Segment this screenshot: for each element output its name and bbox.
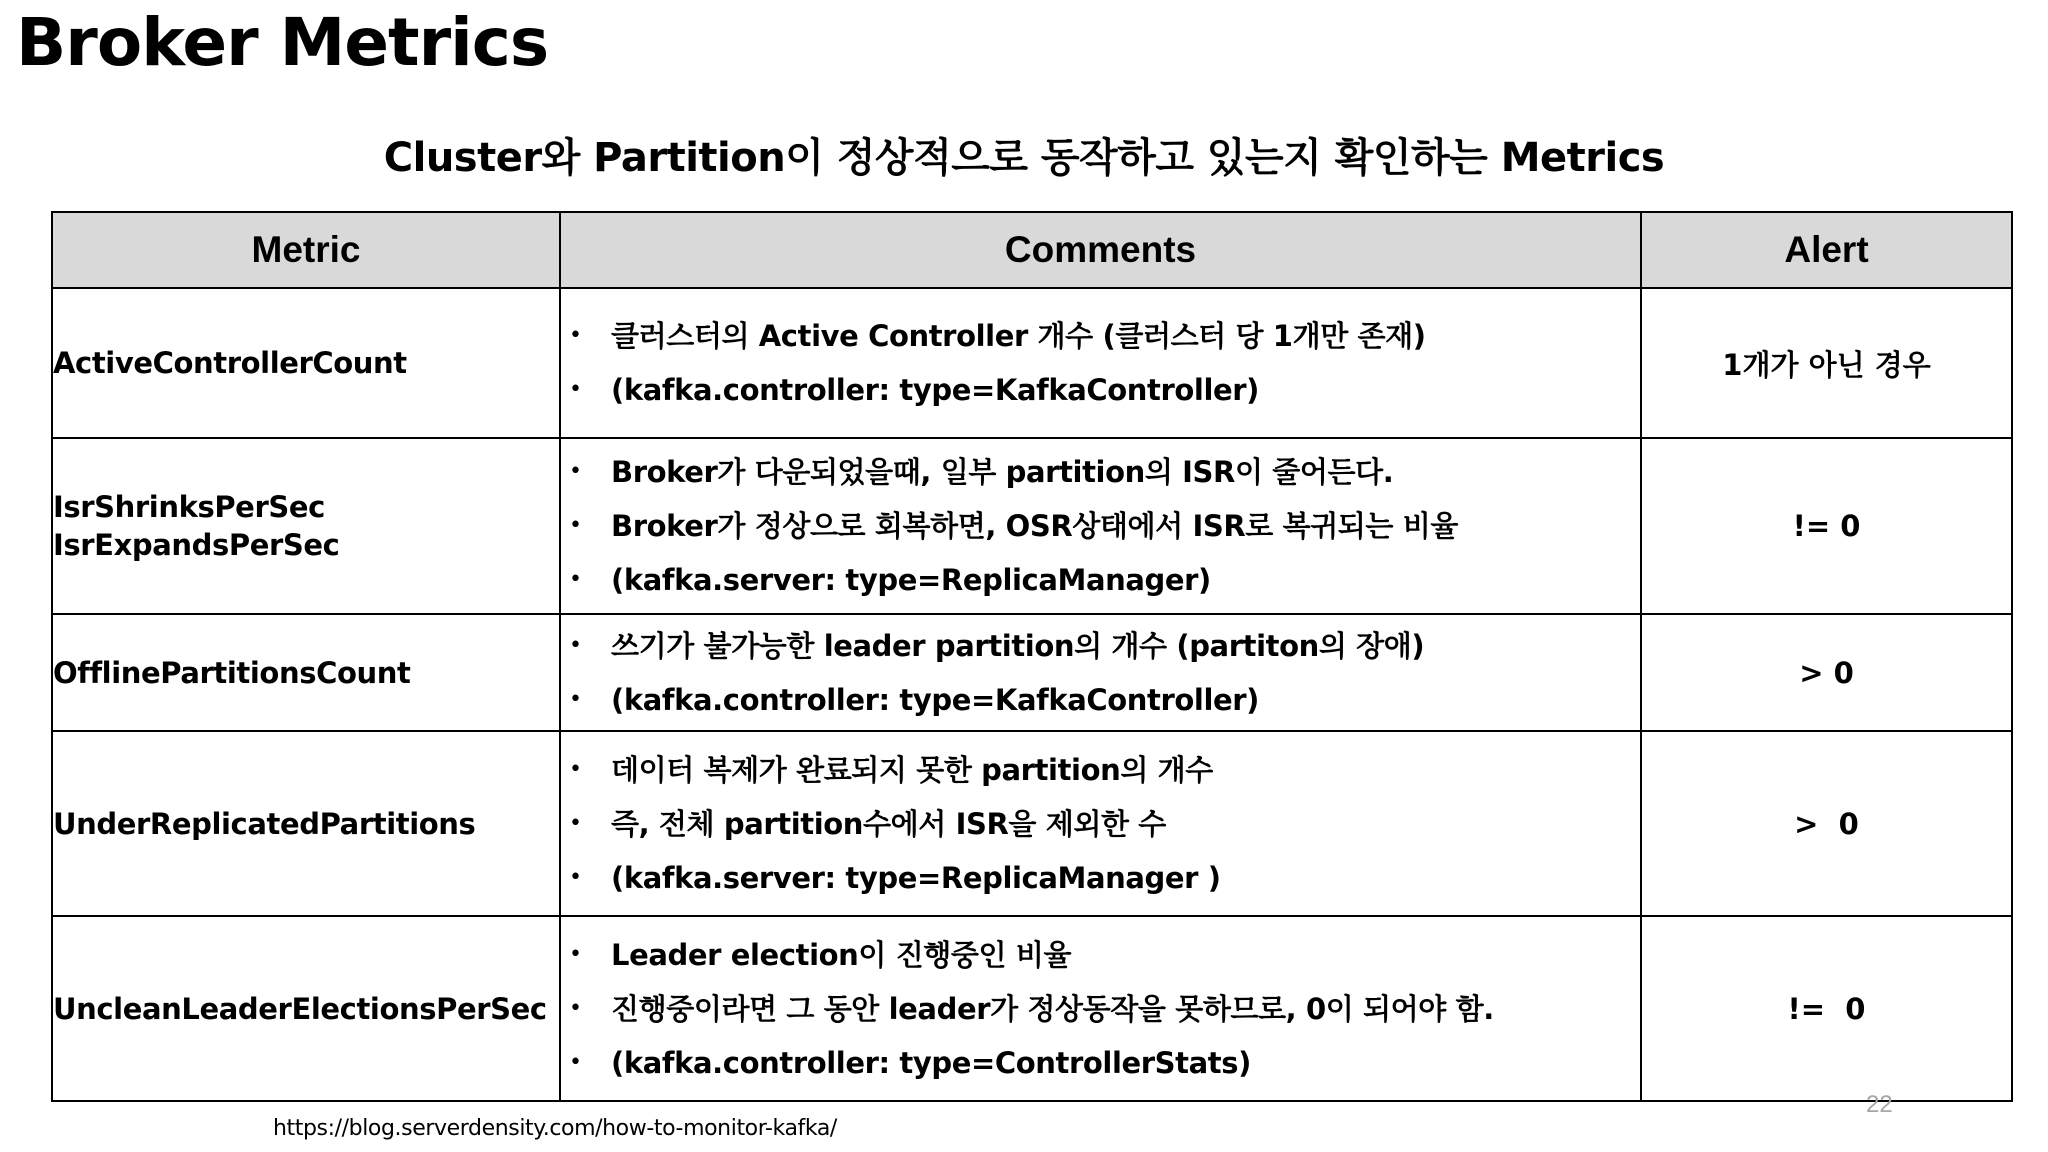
comment-item xyxy=(561,982,1640,1036)
page-number: 22 xyxy=(1866,1091,1893,1118)
comment-item xyxy=(561,445,1640,499)
alert-condition: != 0 xyxy=(1641,438,2012,614)
bullet-icon: • xyxy=(569,459,582,484)
metric-name: ActiveControllerCount xyxy=(52,288,560,438)
metric-name: IsrShrinksPerSec IsrExpandsPerSec xyxy=(52,438,560,614)
table-row xyxy=(52,614,2012,731)
comment-item xyxy=(561,673,1640,727)
comment-list xyxy=(561,619,1640,727)
table-row xyxy=(52,916,2012,1101)
bullet-icon: • xyxy=(569,995,582,1021)
comment-list xyxy=(561,928,1640,1090)
table-row xyxy=(52,731,2012,916)
metric-name: UnderReplicatedPartitions xyxy=(52,731,560,916)
comment-text: Broker가 다운되었을때, 일부 partition의 ISR이 줄어든다. xyxy=(611,455,1394,489)
comment-text: (kafka.controller: type=KafkaController) xyxy=(611,373,1260,407)
slide-subtitle: Cluster와 Partition이 정상적으로 동작하고 있는지 확인하는 Metrics xyxy=(383,135,1665,181)
metrics-table xyxy=(51,211,2013,1102)
header-metric: Metric xyxy=(52,212,560,288)
bullet-icon: • xyxy=(569,941,582,967)
bullet-icon: • xyxy=(569,686,582,712)
metric-name: UncleanLeaderElectionsPerSec xyxy=(52,916,560,1101)
comment-text: (kafka.server: type=ReplicaManager) xyxy=(611,563,1211,597)
comment-text: Broker가 정상으로 회복하면, OSR상태에서 ISR로 복귀되는 비율 xyxy=(611,509,1458,543)
bullet-icon: • xyxy=(569,632,582,658)
comment-item xyxy=(561,553,1640,607)
slide-title: Broker Metrics xyxy=(16,4,549,81)
header-comments: Comments xyxy=(560,212,1641,288)
comment-text: (kafka.controller: type=KafkaController) xyxy=(611,682,1260,717)
bullet-icon: • xyxy=(569,1049,582,1075)
comments-cell xyxy=(560,731,1641,916)
comment-text: 데이터 복제가 완료되지 못한 partition의 개수 xyxy=(611,752,1213,787)
metric-name: OfflinePartitionsCount xyxy=(52,614,560,731)
comment-item xyxy=(561,619,1640,673)
comment-item xyxy=(561,499,1640,553)
bullet-icon: • xyxy=(569,756,582,782)
comment-text: 즉, 전체 partition수에서 ISR을 제외한 수 xyxy=(611,806,1166,841)
bullet-icon: • xyxy=(569,513,582,538)
alert-condition: > 0 xyxy=(1641,614,2012,731)
source-link[interactable]: https://blog.serverdensity.com/how-to-monitor-kafka/ xyxy=(273,1116,837,1141)
comment-text: (kafka.server: type=ReplicaManager ) xyxy=(611,860,1221,895)
comment-item xyxy=(561,309,1640,363)
alert-condition: 1개가 아닌 경우 xyxy=(1641,288,2012,438)
bullet-icon: • xyxy=(569,810,582,836)
bullet-icon: • xyxy=(569,864,582,890)
table-row xyxy=(52,288,2012,438)
alert-condition: > 0 xyxy=(1641,731,2012,916)
bullet-icon: • xyxy=(569,567,582,592)
comments-cell xyxy=(560,916,1641,1101)
comment-list xyxy=(561,743,1640,905)
comment-text: Leader election이 진행중인 비율 xyxy=(611,937,1072,972)
comment-item xyxy=(561,1036,1640,1090)
comment-list xyxy=(561,309,1640,417)
comment-item xyxy=(561,743,1640,797)
alert-condition: != 0 xyxy=(1641,916,2012,1101)
table-header-row xyxy=(52,212,2012,288)
comments-cell xyxy=(560,288,1641,438)
table-row xyxy=(52,438,2012,614)
comment-text: (kafka.controller: type=ControllerStats) xyxy=(611,1045,1251,1080)
comments-cell xyxy=(560,614,1641,731)
comment-item xyxy=(561,851,1640,905)
header-alert: Alert xyxy=(1641,212,2012,288)
bullet-icon: • xyxy=(569,323,582,348)
comment-text: 진행중이라면 그 동안 leader가 정상동작을 못하므로, 0이 되어야 함. xyxy=(611,991,1494,1026)
comment-text: 쓰기가 불가능한 leader partition의 개수 (partiton의 장애) xyxy=(611,628,1425,663)
comments-cell xyxy=(560,438,1641,614)
comment-item xyxy=(561,797,1640,851)
bullet-icon: • xyxy=(569,377,582,402)
comment-item xyxy=(561,363,1640,417)
comment-text: 클러스터의 Active Controller 개수 (클러스터 당 1개만 존재) xyxy=(611,319,1426,353)
comment-list xyxy=(561,445,1640,607)
comment-item xyxy=(561,928,1640,982)
